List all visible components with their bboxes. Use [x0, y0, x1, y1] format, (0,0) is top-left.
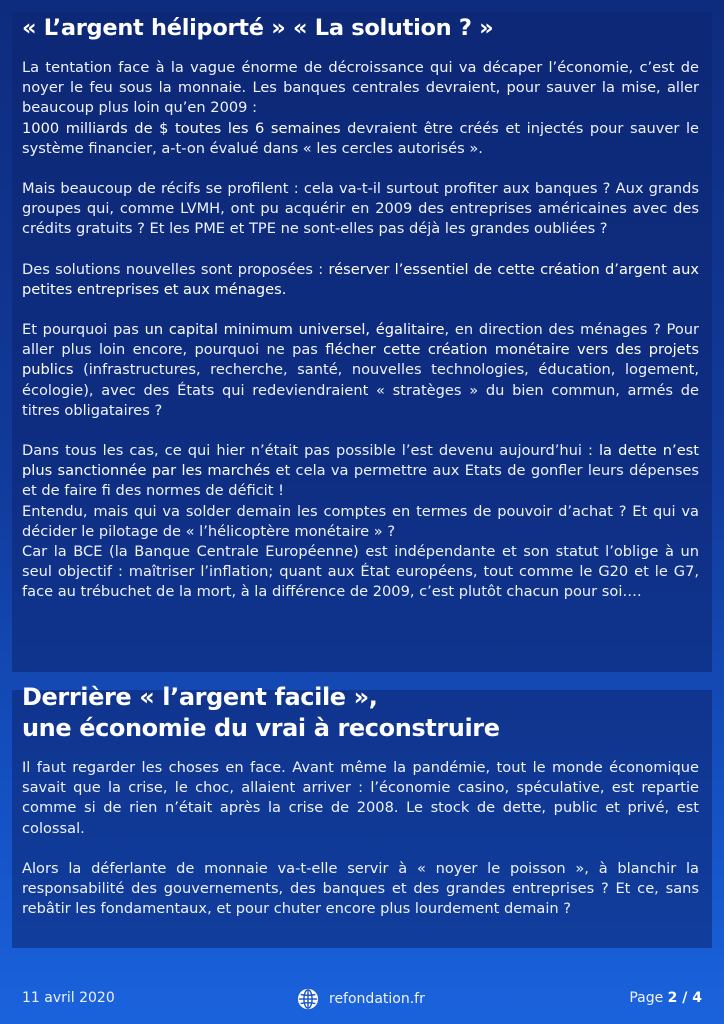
paragraph-text: La tentation face à la vague énorme de décroissance qui va décaper l’économie, c’est de noyer le feu sous la monnaie. Les banques centrales devraient, pour sauver la mise, aller beaucoup plus loin qu’en 2009 : — [22, 59, 699, 117]
page-indicator — [629, 990, 702, 1006]
page-label: Page — [629, 990, 668, 1006]
paragraph-pouvoir-achat: Entendu, mais qui va solder demain les comptes en termes de pouvoir d’achat ? Et qui va décider le pilotage de « l’hélicoptère monétaire » ? — [22, 502, 699, 540]
paragraph-text: (infrastructures, recherche, santé, nouvelles technologies, éducation, logement, écologie), avec des États qui redeviendraient « stratèges » du bien commun, armés de titres obligataires ? — [22, 361, 699, 419]
section-body-argent-facile — [22, 758, 699, 919]
paragraph-bce: Car la BCE (la Banque Centrale Européenne) est indépendante et son statut l’oblige à un seul objectif : maîtriser l’inflation; quant aux État européens, tout comme le G20 et le G7, face au trébuchet de la mort, à la différence de 2009, c’est plutôt chacun pour soi…. — [22, 543, 699, 601]
page-number: 2 / 4 — [667, 990, 702, 1006]
highlight-flecher: flécher cette création monétaire vers des projets publics — [22, 341, 699, 379]
highlight-1000-milliards: 1000 milliards de $ toutes les 6 semaines — [22, 119, 341, 137]
paragraph-recifs: Mais beaucoup de récifs se profilent : cela va-t-il surtout profiter aux banques ? Aux grands groupes qui, comme LVMH, ont pu acquérir en 2009 des entreprises américaines avec des crédits gratuits ? Et les PME et TPE ne sont-elles pas déjà les grandes oubliées ? — [22, 180, 699, 238]
title-line: Derrière « l’argent facile », — [22, 683, 378, 711]
section-title-argent-heliporte: « L’argent héliporté » « La solution ? » — [22, 15, 494, 41]
paragraph-text: , en direction des ménages ? Pour aller plus loin encore, pourquoi ne pas — [22, 321, 700, 359]
paragraph-text: Dans tous les cas, ce qui hier n’était pas possible l’est devenu aujourd’hui : — [22, 442, 599, 460]
highlight-dette: la dette n’est plus sanctionnée par les marchés — [22, 442, 699, 480]
footer-site-label: refondation.fr — [329, 991, 425, 1007]
highlight-capital-minimum: un capital minimum universel, égalitaire — [144, 321, 445, 339]
page-footer — [0, 990, 724, 1012]
paragraph-dette — [22, 441, 699, 502]
highlight-reserver: réserver l’essentiel de cette création d’argent aux petites entreprises et aux ménages. — [22, 260, 699, 298]
footer-website-link[interactable] — [297, 988, 425, 1010]
paragraph-text: devraient être créés et injectés pour sauver le système financier, a-t-on évalué dans « les cercles autorisés ». — [22, 119, 699, 157]
globe-icon — [297, 988, 319, 1010]
title-line: une économie du vrai à reconstruire — [22, 714, 500, 742]
paragraph-text: et cela va permettre aux Etats de gonfler leurs dépenses et de faire fi des normes de déficit ! — [22, 462, 700, 500]
section-title-argent-facile — [22, 682, 500, 744]
paragraph-tentation — [22, 58, 699, 159]
paragraph-text: Des solutions nouvelles sont proposées : — [22, 260, 329, 278]
paragraph-deferlante: Alors la déferlante de monnaie va-t-elle servir à « noyer le poisson », à blanchir la responsabilité des gouvernements, des banques et des grandes entreprises ? Et ce, sans rebâtir les fondamentaux, et pour chuter encore plus lourdement demain ? — [22, 859, 699, 918]
paragraph-solutions — [22, 260, 699, 300]
section-body-argent-heliporte — [22, 58, 699, 603]
paragraph-text: Et pourquoi pas — [22, 321, 145, 339]
footer-date: 11 avril 2020 — [22, 990, 115, 1006]
paragraph-regarder-en-face: Il faut regarder les choses en face. Avant même la pandémie, tout le monde économique savait que la crise, le choc, allaient arriver : l’économie casino, spéculative, est repartie comme si de rien n’était après la crise de 2008. Le stock de dette, public et privé, est colossal. — [22, 759, 699, 837]
paragraph-capital-minimum — [22, 320, 699, 421]
